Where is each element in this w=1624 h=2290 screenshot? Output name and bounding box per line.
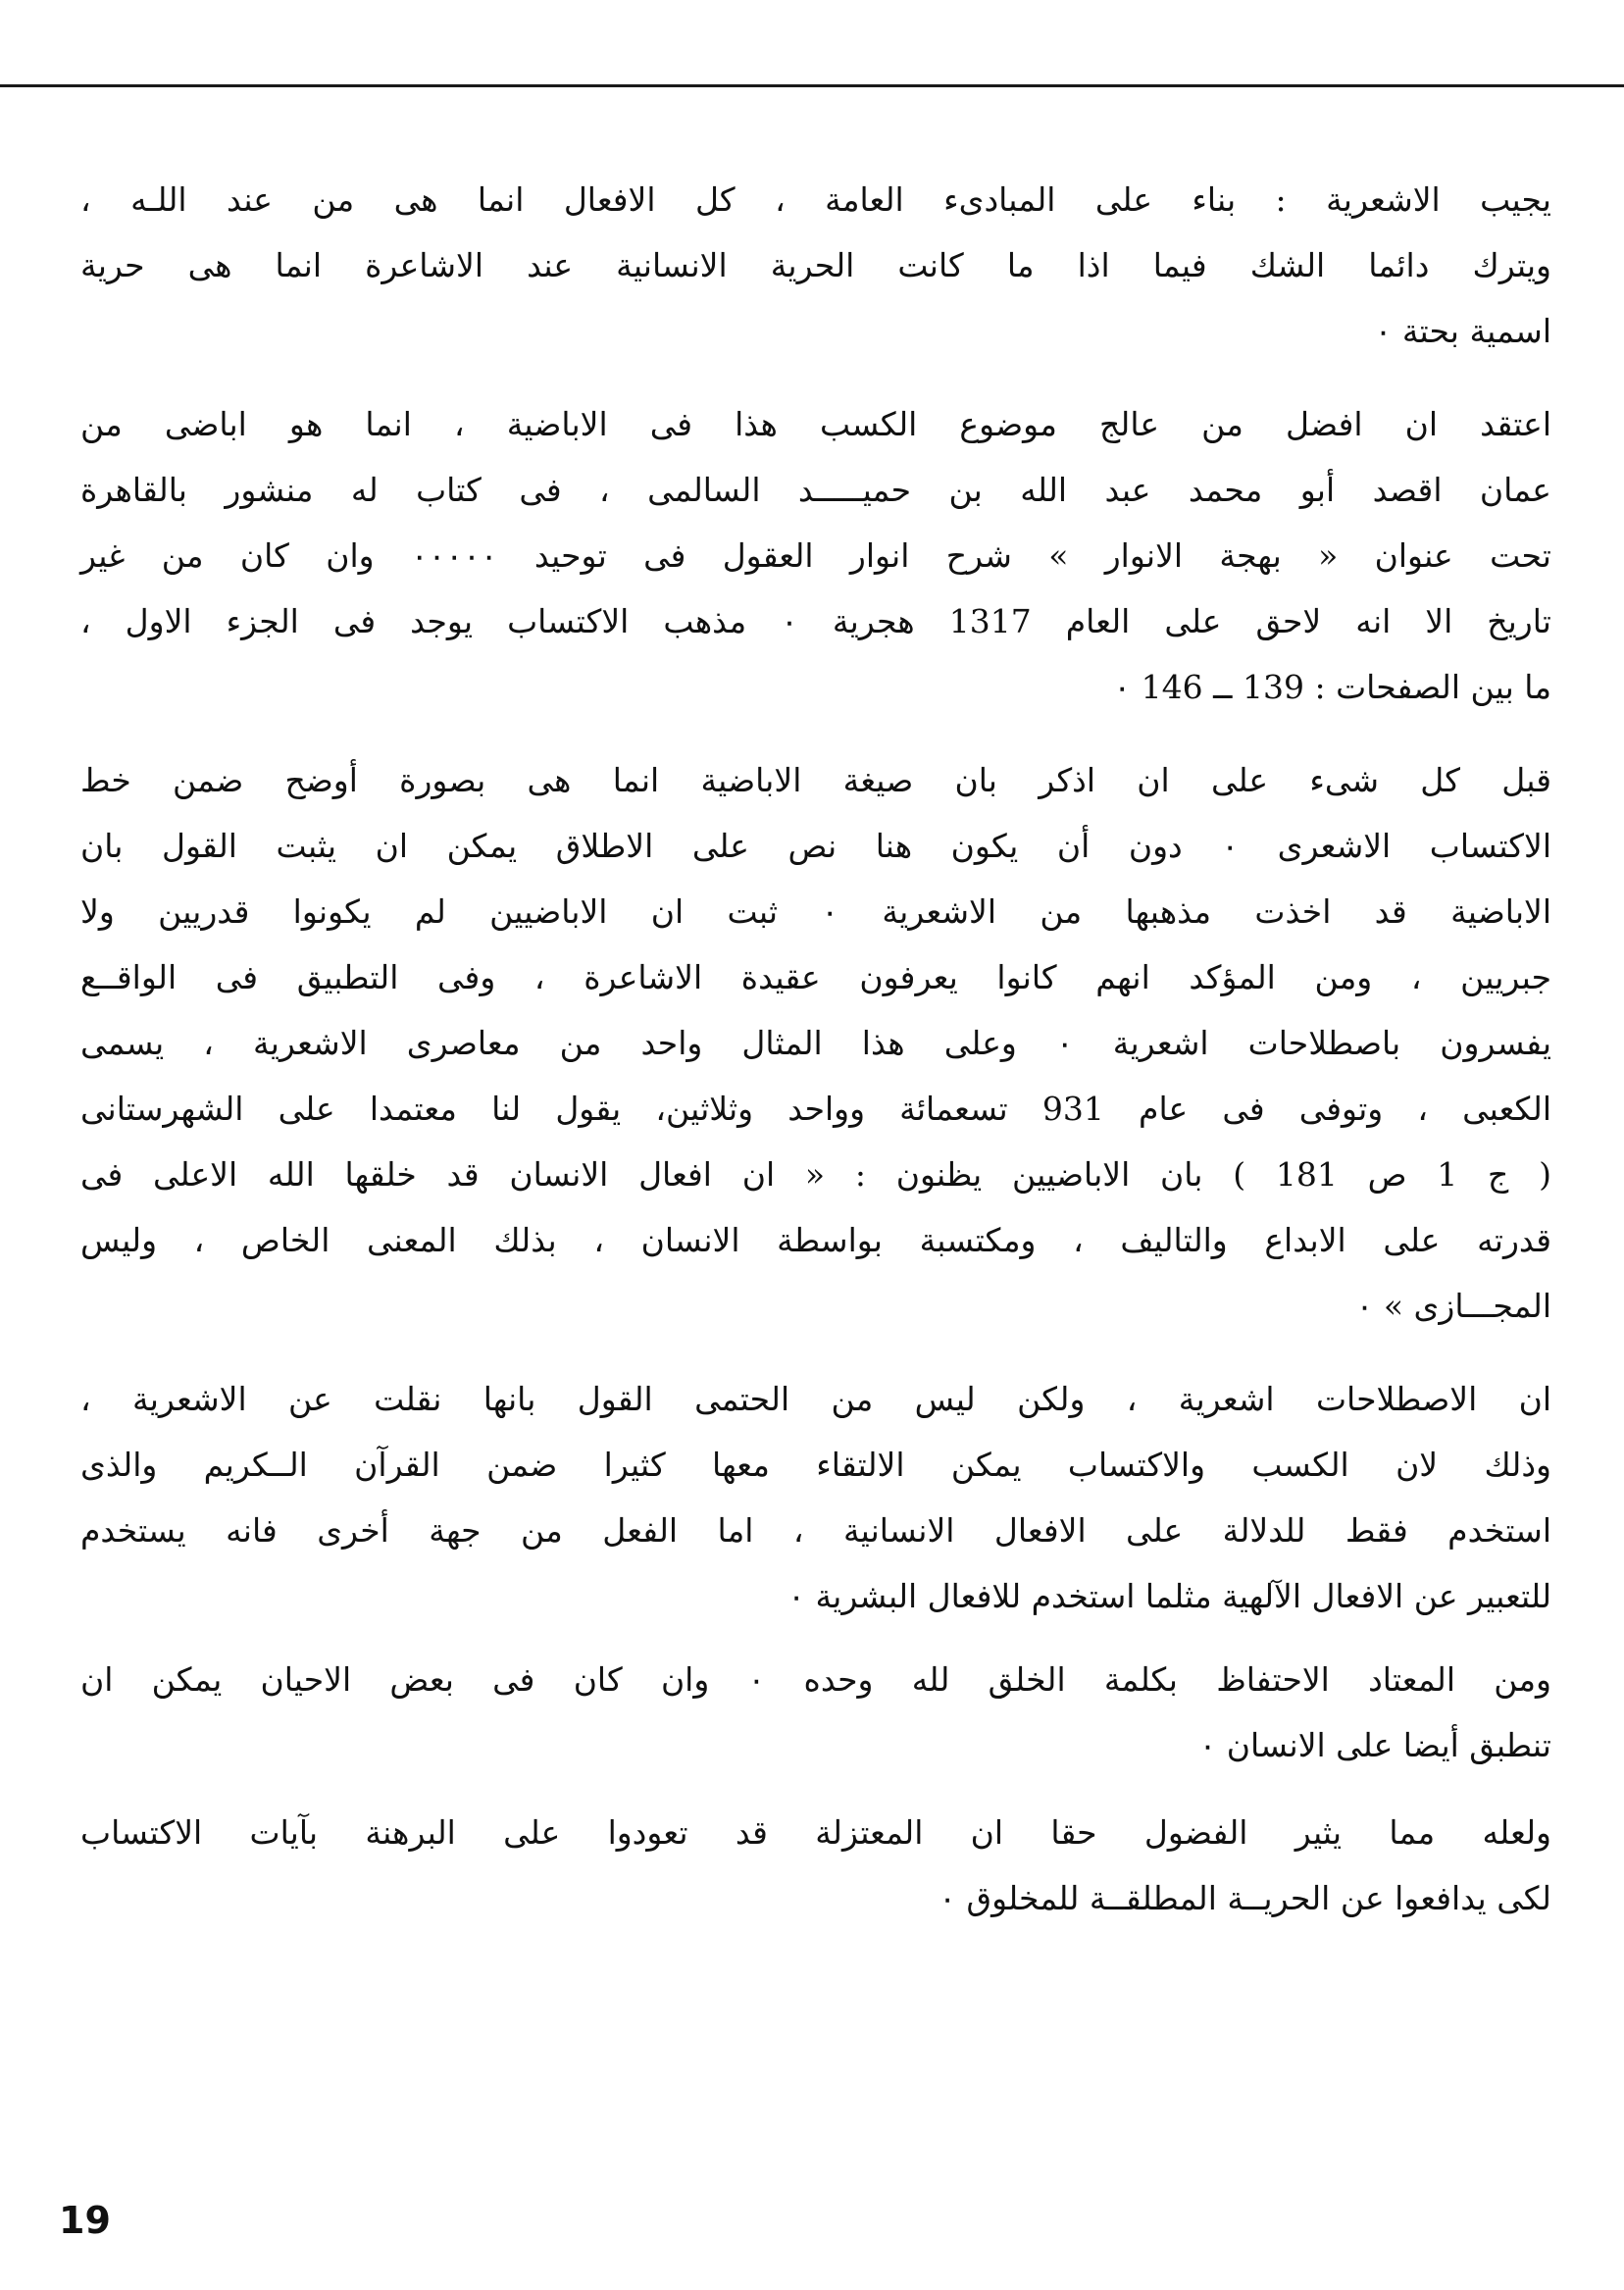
paragraph-1 [80, 167, 1551, 364]
text-line: عمان اقصد أبو محمد عبد الله بن حميـــــد السالمى ، فى كتاب له منشور بالقاهرة [80, 471, 1551, 509]
text-line: اعتقد ان افضل من عالج موضوع الكسب هذا فى الاباضية ، انما هو اباضى من [80, 405, 1551, 443]
text-line: المجـــازى » ٠ [1355, 1287, 1551, 1325]
text-line: يجيب الاشعرية : بناء على المبادىء العامة ، كل الافعال انما هى من عند اللـه ، [80, 180, 1551, 219]
paragraph-4 [80, 1366, 1551, 1629]
text-line: ويترك دائما الشك فيما اذا ما كانت الحرية الانسانية عند الاشاعرة انما هى حرية [80, 246, 1551, 284]
page-number: 19 [59, 2199, 111, 2242]
text-line: يفسرون باصطلاحات اشعرية ٠ وعلى هذا المثال واحد من معاصرى الاشعرية ، يسمى [80, 1024, 1551, 1062]
text-line: ان الاصطلاحات اشعرية ، ولكن ليس من الحتمى القول بانها نقلت عن الاشعرية ، [80, 1380, 1551, 1418]
text-line: الكعبى ، وتوفى فى عام 931 تسعمائة وواحد وثلاثين، يقول لنا معتمدا على الشهرستانى [80, 1090, 1551, 1128]
text-line: الاباضية قد اخذت مذهبها من الاشعرية ٠ ثبت ان الاباضيين لم يكونوا قدريين ولا [80, 892, 1551, 931]
text-line: استخدم فقط للدلالة على الافعال الانسانية ، اما الفعل من جهة أخرى فانه يستخدم [80, 1511, 1551, 1550]
text-line: قبل كل شىء على ان اذكر بان صيغة الاباضية انما هى بصورة أوضح ضمن خط [80, 761, 1551, 799]
text-line: تنطبق أيضا على الانسان ٠ [1198, 1726, 1551, 1764]
paragraph-5 [80, 1647, 1551, 1778]
text-line: لكى يدافعوا عن الحريــة المطلقــة للمخلوق ٠ [939, 1879, 1551, 1917]
text-line: قدرته على الابداع والتاليف ، ومكتسبة بواسطة الانسان ، بذلك المعنى الخاص ، وليس [80, 1221, 1551, 1259]
text-line: ومن المعتاد الاحتفاظ بكلمة الخلق لله وحده ٠ وان كان فى بعض الاحيان يمكن ان [80, 1660, 1551, 1699]
paragraph-3 [80, 747, 1551, 1339]
text-line: اسمية بحتة ٠ [1374, 312, 1551, 350]
text-line: تاريخ الا انه لاحق على العام 1317 هجرية ٠ مذهب الاكتساب يوجد فى الجزء الاول ، [80, 602, 1551, 640]
text-line: ما بين الصفحات : 139 ــ 146 ٠ [1113, 668, 1551, 706]
text-line: ( ج 1 ص 181 ) بان الاباضيين يظنون : « ان افعال الانسان قد خلقها الله الاعلى فى [80, 1155, 1551, 1194]
text-line: تحت عنوان « بهجة الانوار » شرح انوار العقول فى توحيد ٠٠٠٠٠ وان كان من غير [80, 536, 1551, 575]
text-line: جبريين ، ومن المؤكد انهم كانوا يعرفون عقيدة الاشاعرة ، وفى التطبيق فى الواقــع [80, 958, 1551, 996]
text-line: وذلك لان الكسب والاكتساب يمكن الالتقاء معها كثيرا ضمن القرآن الــكريم والذى [80, 1446, 1551, 1484]
text-line: الاكتساب الاشعرى ٠ دون أن يكون هنا نص على الاطلاق يمكن ان يثبت القول بان [80, 827, 1551, 865]
text-line: ولعله مما يثير الفضول حقا ان المعتزلة قد تعودوا على البرهنة بآيات الاكتساب [80, 1813, 1551, 1852]
paragraph-2 [80, 391, 1551, 720]
page-text [80, 167, 1551, 1931]
paragraph-6 [80, 1800, 1551, 1931]
text-line: للتعبير عن الافعال الآلهية مثلما استخدم للافعال البشرية ٠ [787, 1577, 1551, 1615]
header-rule [0, 84, 1624, 87]
